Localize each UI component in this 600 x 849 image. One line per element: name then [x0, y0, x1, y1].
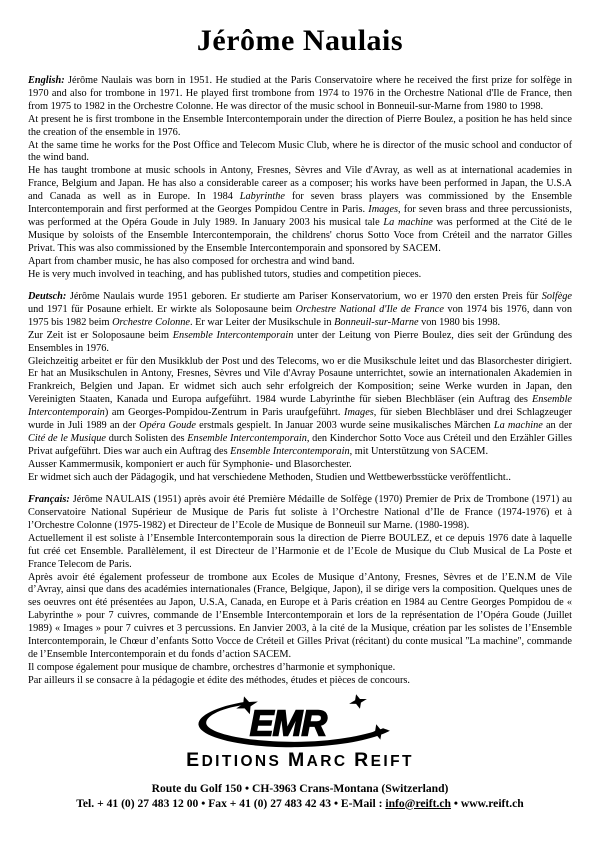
bio-block-english — [28, 75, 572, 282]
text-segment: He is very much involved in teaching, and has published tutors, studies and competition pieces. — [28, 268, 422, 280]
text-segment: Gleichzeitig arbeitet er für den Musikklub der Post und des Telecoms, wo er die Musikschule leitet und das Blasorchester dirigiert. Er hat an Musikschulen in Antony, Fresnes, Sèvres und Vile d'Avray Posaune unterrichtet, sowie an internationalen Akademien in Frankreich, Belgien und Japan. Er widmet sich auch sehr erfolgreich der Komposition; seine Werke wurden in Japan, den Vereinigten Staaten, Kanada und Europa aufgeführt. 1984 wurde Labyrinthe für sieben Blechbläser (ein Auftrag des — [28, 355, 572, 406]
text-segment: Labyrinthe — [239, 191, 285, 203]
footer-contact — [0, 797, 600, 812]
text-segment: Actuellement il est soliste à l’Ensemble Intercontemporain sous la direction de Pierre BOULEZ, et ce depuis 1976 date à laquelle fut créé cet Ensemble. Parallèlement, il est Directeur de l’Harmonie et de l’Ecole de Musique du Club Musical de La Poste et France Telecom de Paris. — [28, 532, 572, 570]
text-segment: , für sieben Blechbläser und drei Schlagzeuger wurde in Juli 1989 an der — [28, 407, 572, 432]
text-segment: Deutsch: — [28, 291, 67, 302]
wordmark-rest: DITIONS — [201, 753, 282, 770]
text-segment: durch Solisten des — [105, 432, 188, 444]
text-segment: Ensemble Intercontemporain — [172, 329, 294, 341]
text-segment: , den Kinderchor Sotto Voce aus Créteil und den Erzähler Gilles Privat aufgeführt. Dies war auch ein Auftrag des — [28, 432, 572, 457]
publisher-wordmark — [0, 751, 600, 771]
text-segment: an der — [542, 420, 573, 432]
wordmark-word — [354, 749, 414, 771]
text-segment: Par ailleurs il se consacre à la pédagogie et édite des méthodes, études et pièces de concours. — [28, 674, 410, 686]
text-segment: von 1980 bis 1998. — [418, 316, 501, 328]
text-segment: Jérôme NAULAIS (1951) après avoir été Première Médaille de Solfège (1970) Premier de Prix de Trombone (1971) au Conservatoire National Supérieur de Musique de Paris fut soliste à l’Orchestre National d’Ile de France (1974-1976) et à l’Orchestre Colonne (1975-1982) et Directeur de l’Ecole de Musique de Bonneuil sur Marne. (1980-1998). — [28, 494, 572, 531]
text-segment: Bonneuil-sur-Marne — [334, 316, 419, 328]
text-segment: Images — [368, 204, 399, 216]
footer-address: Route du Golf 150 • CH-3963 Crans-Montana (Switzerland) — [151, 782, 449, 795]
wordmark-lead-letter: E — [186, 749, 202, 771]
text-segment: . Er war Leiter der Musikschule in — [189, 316, 335, 328]
bio-paragraph — [28, 459, 572, 472]
text-segment: , mit Unterstützung von SACEM. — [349, 445, 489, 457]
bio-paragraph — [28, 291, 572, 330]
text-segment: Cité de le Musique — [28, 432, 106, 444]
text-segment: Jérôme Naulais was born in 1951. He studied at the Paris Conservatoire where he received the first prize for solfège in 1970 and also for trombone in 1971. He played first trombone from 1974 to 1976 in the Orchestre National d'Ile de France, then from 1975 to 1982 in the Orchestre Colonne. He was director of the music school in Bonneuil-sur-Marne from 1980 to 1998. — [28, 75, 572, 112]
text-segment: for seven brass players was commissioned by the Ensemble Intercontemporain and first performed at the Georges Pompidou Centre in Paris. — [28, 191, 572, 216]
publisher-block — [0, 693, 600, 811]
wordmark-lead-letter: M — [287, 749, 307, 771]
bio-paragraph — [28, 330, 572, 356]
bio-paragraph — [28, 572, 572, 662]
text-segment: unter der Leitung von Pierre Boulez, dies seit der Gründung des Ensembles in 1976. — [28, 329, 572, 354]
bio-paragraph — [28, 256, 572, 269]
text-segment: Ausser Kammermusik, komponiert er auch für Symphonie- und Blasorchester. — [28, 458, 352, 470]
text-segment: und 1971 für Posaune erhielt. Er wirkte als Soloposaune beim — [28, 303, 296, 315]
text-segment: Jérôme Naulais wurde 1951 geboren. Er studierte am Pariser Konservatorium, wo er 1970 den ersten Preis für — [66, 291, 542, 302]
biography-text — [28, 75, 572, 688]
text-segment: Français: — [28, 494, 70, 506]
email-link[interactable]: info@reift.ch — [385, 796, 451, 810]
bio-paragraph — [28, 356, 572, 459]
text-segment: English: — [28, 75, 65, 86]
bio-block-francais — [28, 494, 572, 688]
bio-paragraph — [28, 662, 572, 675]
text-segment: Ensemble Intercontemporain — [28, 394, 572, 419]
emr-logo — [188, 693, 412, 751]
text-segment: Solfège — [541, 291, 572, 302]
footer-contact-post: • www.reift.ch — [451, 796, 524, 810]
wordmark-word — [287, 749, 348, 771]
wordmark-rest: ARC — [306, 753, 348, 770]
bio-paragraph — [28, 269, 572, 282]
wordmark-lead-letter: R — [354, 749, 371, 771]
bio-paragraph — [28, 140, 572, 166]
text-segment: Orchestre Colonne — [112, 316, 190, 328]
bio-paragraph — [28, 533, 572, 572]
wordmark-word — [186, 749, 282, 771]
text-segment: Zur Zeit ist er Soloposaune beim — [28, 329, 173, 341]
text-segment: ) am Georges-Pompidou-Zentrum in Paris uraufgeführt. — [104, 407, 345, 419]
bio-paragraph — [28, 494, 572, 533]
bio-paragraph — [28, 675, 572, 688]
text-segment: Images — [344, 407, 374, 419]
text-segment: Apart from chamber music, he has also composed for orchestra and wind band. — [28, 255, 355, 267]
text-segment: , for seven brass and three percussionists, was performed at the Opéra Goude in July 1989. In January 2003 his musical tale — [28, 204, 572, 228]
text-segment: La machine — [383, 216, 433, 228]
text-segment: At present he is first trombone in the Ensemble Intercontemporain under the direction of Pierre Boulez, a position he has held since the creation of the ensemble in 1976. — [28, 113, 572, 138]
text-segment: von 1974 bis 1976, dann von 1975 bis 1982 beim — [28, 303, 572, 328]
text-segment: erstmals gespielt. In Januar 2003 wurde seine musikalisches Märchen — [196, 420, 494, 432]
text-segment: Il compose également pour musique de chambre, orchestres d’harmonie et symphonique. — [28, 661, 396, 673]
page-title: Jérôme Naulais — [196, 24, 404, 57]
bio-paragraph — [28, 114, 572, 140]
text-segment: Ensemble Intercontemporain — [230, 445, 350, 457]
text-segment: Orchestre National d'Ile de France — [295, 303, 444, 315]
text-segment: Er widmet sich auch der Pädagogik, und hat verschiedene Methoden, Studien und Wettbewerbsstücke veröffentlicht.. — [28, 471, 511, 483]
footer — [0, 782, 600, 811]
bio-paragraph — [28, 472, 572, 485]
footer-contact-pre: Tel. + 41 (0) 27 483 12 00 • Fax + 41 (0) 27 483 42 43 • E-Mail : — [76, 796, 386, 810]
text-segment: was performed at the Cité de le Musique by soloists of the Ensemble Intercontemporain, the childrens' chorus Sotto Voce from Créteil and the narrator Gilles Privat. This was also commissioned by the Ensemble Intercontemporain and sponsored by SACEM. — [28, 216, 572, 254]
bio-block-deutsch — [28, 291, 572, 485]
text-segment: He has taught trombone at music schools in Antony, Fresnes, Sèvres and Vile d'Avray, as well as at international academies in France, Belgium and Japan. He has also a considerable career as a composer; his works have been performed in Japan, the U.S.A and Canada as well as in Europe. In 1984 — [28, 165, 572, 203]
emr-acronym: EMR — [249, 703, 327, 744]
bio-paragraph — [28, 165, 572, 255]
text-segment: La machine — [493, 420, 543, 432]
star-icon — [347, 693, 369, 711]
bio-paragraph — [28, 75, 572, 114]
text-segment: At the same time he works for the Post Office and Telecom Music Club, where he is director of the music school and conductor of the wind band. — [28, 139, 572, 164]
text-segment: Après avoir été également professeur de trombone aux Ecoles de Musique d’Antony, Fresnes, Sèvres et de l’E.N.M de Vile d’Avray, ainsi que dans des académies internationales (France, Belgique, Japon), il se dirige vers la composition. Quelques unes de ses oeuvres ont été présentées au Japon, U.S.A, Canada, en Europe et à Paris création en 1984 au Centre Georges Pompidou de « Labyrinthe » pour 7 cuivres, commande de l’Ensemble Intercontemporain et lors de la représentation de l’Opéra Goude (Juillet 1989) « Images » pour 7 cuivres et 3 percussions. En Janvier 2003, à la cité de la Musique, création par les solistes de l’Ensemble Intercontemporain, le Chœur d’enfants Sotto Vocce de Créteil et Gilles Privat (récitant) du conte musical ''La machine'', commande de l’Ensemble Intercontemporain et du fonds d’action SACEM. — [28, 571, 572, 660]
text-segment: Opéra Goude — [139, 420, 197, 432]
text-segment: Ensemble Intercontemporain — [187, 432, 307, 444]
wordmark-rest: EIFT — [370, 753, 414, 770]
